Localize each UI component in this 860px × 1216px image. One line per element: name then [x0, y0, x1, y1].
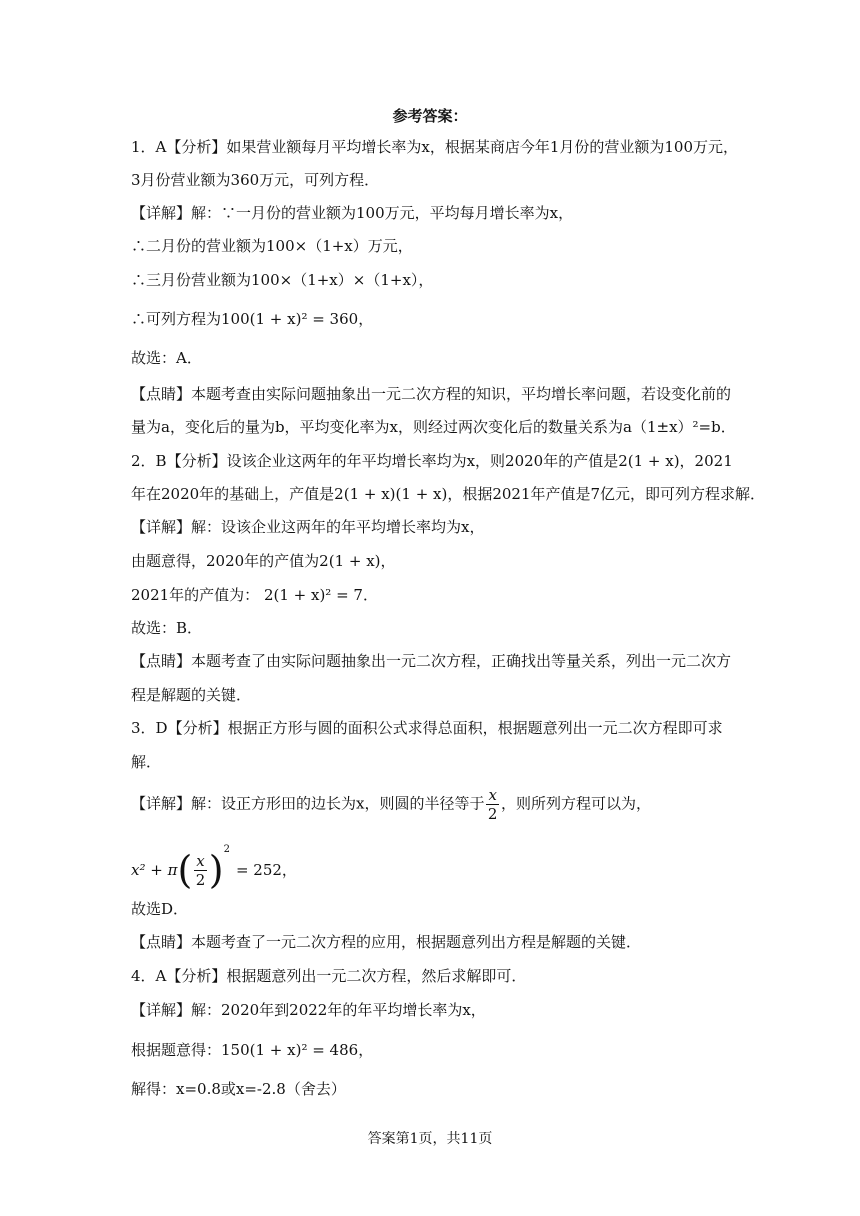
text-segment: ，则所列方程可以为，	[500, 794, 651, 813]
text-line: 根据题意得：150(1 + x)² = 486，	[131, 1041, 374, 1059]
text-line: 解．	[131, 753, 162, 771]
text-line: 【点睛】本题考查由实际问题抽象出一元二次方程的知识，平均增长率问题，若设变化前的	[131, 385, 732, 403]
text-line: 量为a，变化后的量为b，平均变化率为x，则经过两次变化后的数量关系为a（1±x）²=b．	[131, 418, 736, 436]
text-line: 4．A【分析】根据题意列出一元二次方程，然后求解即可．	[131, 967, 527, 985]
text-line: 故选：B．	[131, 619, 203, 637]
text-line: ∴二月份的营业额为100×（1+x）万元，	[131, 237, 413, 255]
equation-fraction-numerator: x	[196, 851, 205, 870]
text-line: 年在2020年的基础上，产值是2(1 + x)(1 + x)，根据2021年产值是7亿元，即可列方程求解．	[131, 485, 766, 503]
text-line-with-fraction	[131, 786, 651, 823]
left-paren: (	[177, 848, 193, 892]
text-line: 3月份营业额为360万元，可列方程．	[131, 171, 380, 189]
equation-rhs: = 252，	[235, 861, 297, 879]
page-footer: 答案第1页，共11页	[367, 1131, 493, 1147]
text-line: 【点睛】本题考查了由实际问题抽象出一元二次方程，正确找出等量关系，列出一元二次方	[131, 652, 732, 670]
equation	[131, 840, 297, 890]
text-line: ∴可列方程为100(1 + x)² = 360，	[131, 310, 374, 328]
fraction-numerator: x	[488, 786, 497, 804]
equation-lhs: x² + π	[131, 861, 178, 879]
text-line: 程是解题的关键．	[131, 686, 252, 704]
text-line: 【点睛】本题考查了一元二次方程的应用，根据题意列出方程是解题的关键．	[131, 933, 642, 951]
exponent: 2	[223, 844, 230, 855]
text-segment: 【详解】解：设正方形田的边长为x，则圆的半径等于	[131, 794, 485, 813]
fraction-denominator: 2	[487, 805, 498, 823]
equation-fraction-denominator: 2	[195, 870, 206, 889]
text-line: 由题意得，2020年的产值为2(1 + x)，	[131, 552, 396, 570]
text-line: ∴三月份营业额为100×（1+x）×（1+x），	[131, 271, 434, 289]
text-line: 【详解】解：2020年到2022年的年平均增长率为x，	[131, 1001, 486, 1019]
text-line: 【详解】解：设该企业这两年的年平均增长率均为x，	[131, 518, 485, 536]
page-title: 参考答案：	[392, 107, 468, 125]
text-line: 2．B【分析】设该企业这两年的年平均增长率均为x，则2020年的产值是2(1 + x)，2021	[131, 452, 733, 470]
text-line: 故选D．	[131, 900, 189, 918]
text-line: 【详解】解：∵一月份的营业额为100万元，平均每月增长率为x，	[131, 204, 574, 222]
fraction	[486, 786, 498, 823]
text-line: 3．D【分析】根据正方形与圆的面积公式求得总面积，根据题意列出一元二次方程即可求	[131, 719, 723, 737]
right-paren: )	[208, 848, 224, 892]
text-line: 解得：x=0.8或x=-2.8（舍去）	[131, 1080, 346, 1098]
text-line: 故选：A．	[131, 349, 202, 367]
text-line: 1．A【分析】如果营业额每月平均增长率为x，根据某商店今年1月份的营业额为100万元，	[131, 138, 739, 156]
text-line: 2021年的产值为： 2(1 + x)² = 7．	[131, 586, 378, 604]
equation-fraction	[194, 852, 206, 889]
